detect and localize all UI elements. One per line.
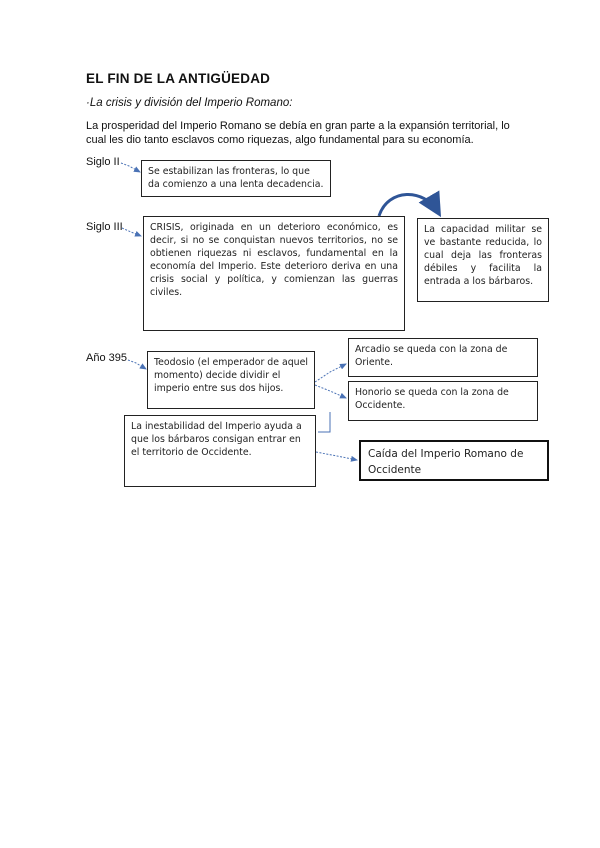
box-caida-imperio: Caída del Imperio Romano de Occidente bbox=[359, 440, 549, 481]
label-siglo-ii: Siglo II bbox=[86, 156, 120, 168]
arrow-teodosio-arcadio bbox=[315, 364, 346, 382]
label-ano-395: Año 395 bbox=[86, 352, 127, 364]
arrow-siglo-iii bbox=[122, 228, 141, 236]
page-title: EL FIN DE LA ANTIGÜEDAD bbox=[86, 71, 271, 86]
section-subtitle: ·La crisis y división del Imperio Romano: bbox=[86, 97, 293, 109]
arrow-ano-395 bbox=[128, 360, 146, 369]
arrow-crisis-to-militar bbox=[379, 194, 438, 216]
intro-paragraph: La prosperidad del Imperio Romano se debía en gran parte a la expansión territorial, lo cual les dio tanto esclavos como riquezas, algo fundamental para su economía. bbox=[86, 120, 510, 146]
box-capacidad-militar: La capacidad militar se ve bastante reducida, lo cual deja las fronteras débiles y facilita la entrada a los bárbaros. bbox=[417, 218, 549, 302]
box-teodosio: Teodosio (el emperador de aquel momento) decide dividir el imperio entre sus dos hijos. bbox=[147, 351, 315, 409]
arrow-teodosio-honorio bbox=[315, 385, 346, 398]
line-honorio-inestabilidad bbox=[318, 412, 330, 432]
arrow-siglo-ii bbox=[121, 163, 140, 172]
box-arcadio: Arcadio se queda con la zona de Oriente. bbox=[348, 338, 538, 377]
box-crisis: CRISIS, originada en un deterioro económico, es decir, si no se conquistan nuevos territorios, no se obtienen riquezas ni esclavos, fundamental en la economía del Imperio. Este deterioro deriva en una crisis social y política, y comienzan las guerras civiles. bbox=[143, 216, 405, 331]
label-siglo-iii: Siglo III bbox=[86, 221, 123, 233]
box-inestabilidad: La inestabilidad del Imperio ayuda a que los bárbaros consigan entrar en el territorio de Occidente. bbox=[124, 415, 316, 487]
box-honorio: Honorio se queda con la zona de Occidente. bbox=[348, 381, 538, 421]
arrow-inestabilidad-caida bbox=[316, 452, 357, 460]
box-siglo-ii: Se estabilizan las fronteras, lo que da comienzo a una lenta decadencia. bbox=[141, 160, 331, 197]
